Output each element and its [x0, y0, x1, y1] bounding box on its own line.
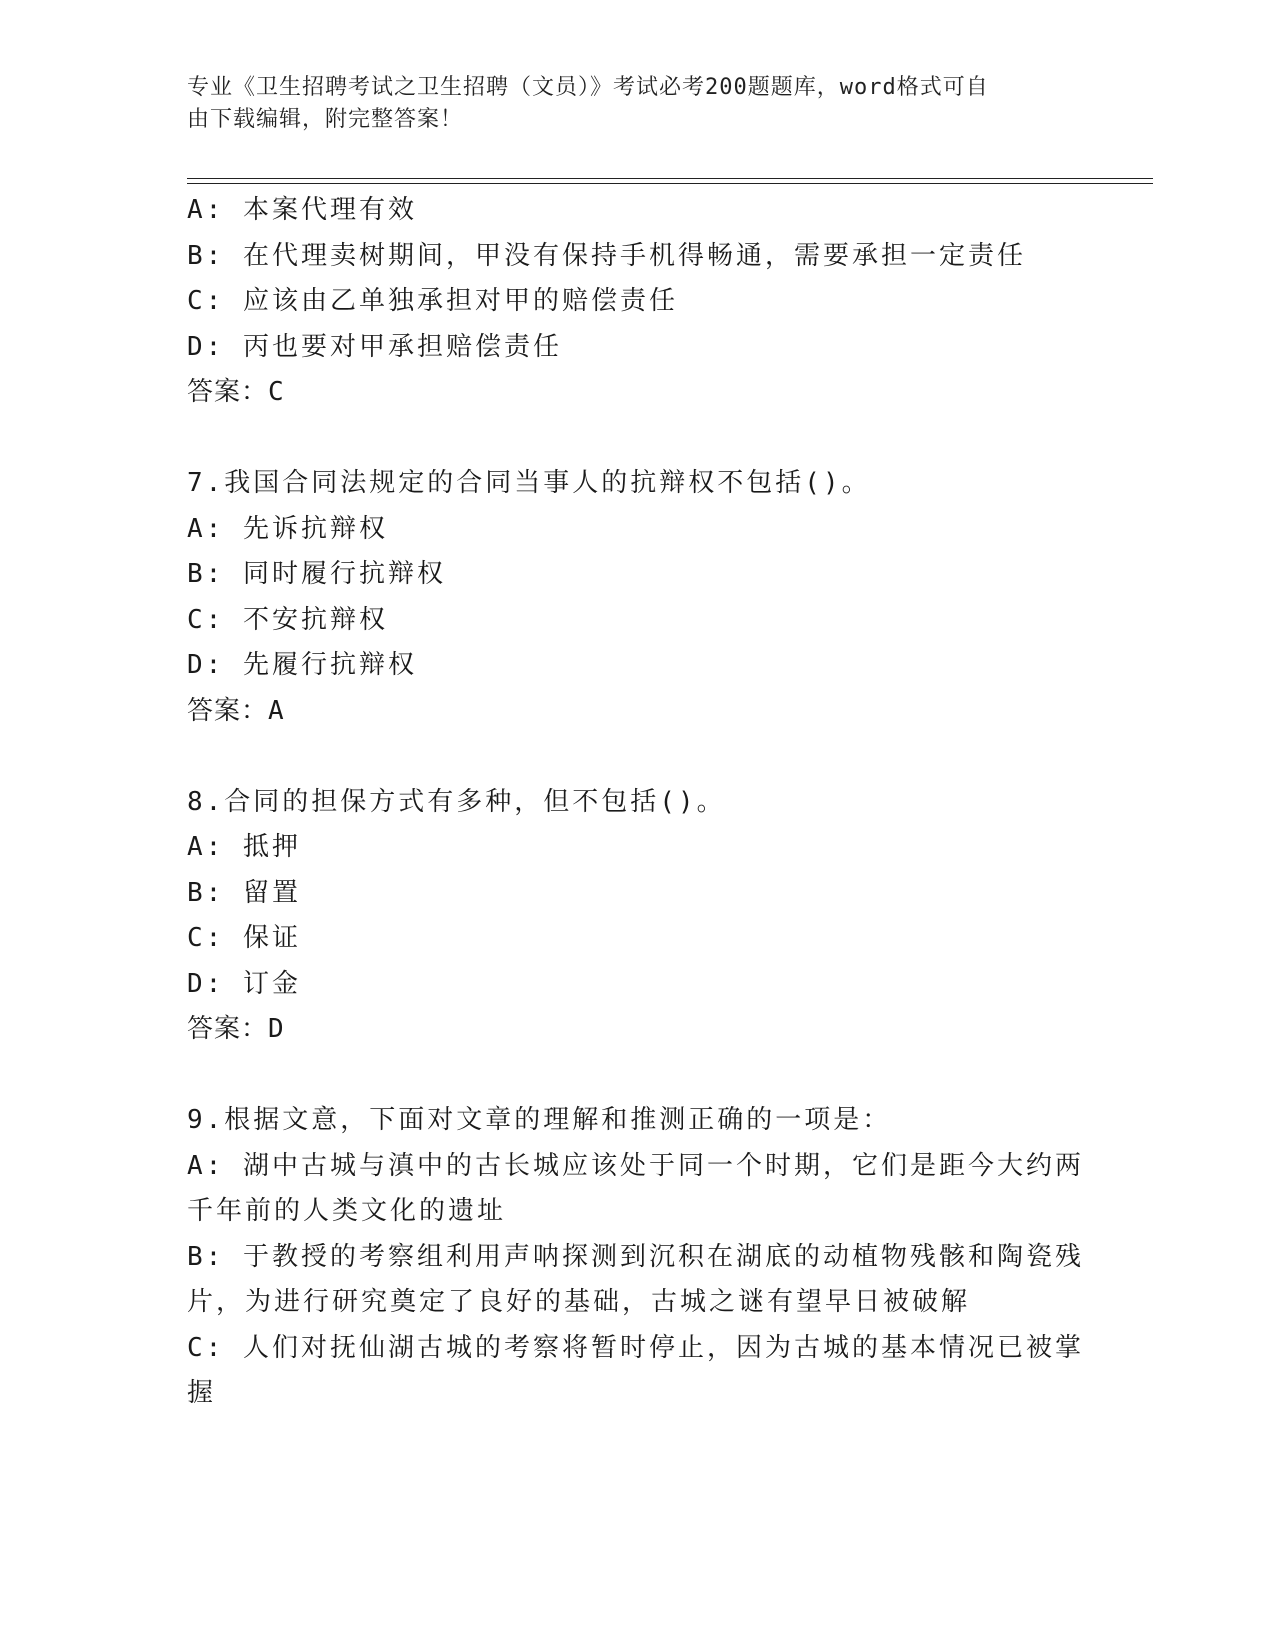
question-stem: 7.我国合同法规定的合同当事人的抗辩权不包括()。 — [187, 468, 871, 498]
question-8 — [187, 780, 1087, 1053]
option-c: C: 保证 — [187, 923, 301, 953]
option-b: B: 在代理卖树期间，甲没有保持手机得畅通，需要承担一定责任 — [187, 240, 1026, 271]
option-b: B: 同时履行抗辩权 — [187, 559, 446, 589]
document-header — [187, 72, 1067, 136]
header-line-1: 专业《卫生招聘考试之卫生招聘（文员）》考试必考200题题库，word格式可自 — [187, 75, 989, 100]
question-9 — [187, 1098, 1087, 1417]
option-b-continued: 片，为进行研究奠定了良好的基础，古城之谜有望早日被破解 — [187, 1287, 971, 1317]
option-b: B: 留置 — [187, 877, 301, 908]
answer: 答案：A — [187, 695, 285, 726]
option-a: A: 湖中古城与滇中的古长城应该处于同一个时期，它们是距今大约两 — [187, 1150, 1084, 1181]
question-6 — [187, 188, 1087, 416]
spacer — [187, 416, 1087, 462]
answer: 答案：C — [187, 377, 285, 407]
option-d: D: 先履行抗辩权 — [187, 650, 417, 680]
spacer — [187, 1053, 1087, 1099]
option-b: B: 于教授的考察组利用声呐探测到沉积在湖底的动植物残骸和陶瓷残 — [187, 1241, 1084, 1272]
question-stem: 8.合同的担保方式有多种，但不包括()。 — [187, 786, 726, 817]
option-a-continued: 千年前的人类文化的遗址 — [187, 1196, 507, 1226]
option-c: C: 人们对抚仙湖古城的考察将暂时停止，因为古城的基本情况已被掌 — [187, 1332, 1084, 1363]
option-a: A: 本案代理有效 — [187, 195, 417, 225]
answer: 答案：D — [187, 1014, 285, 1044]
header-rule-bottom — [187, 183, 1153, 184]
header-line-2: 由下载编辑，附完整答案！ — [187, 107, 464, 132]
option-c: C: 不安抗辩权 — [187, 604, 388, 635]
option-c: C: 应该由乙单独承担对甲的赔偿责任 — [187, 286, 678, 316]
option-d: D: 丙也要对甲承担赔偿责任 — [187, 331, 562, 362]
question-stem: 9.根据文意，下面对文章的理解和推测正确的一项是： — [187, 1105, 892, 1135]
option-a: A: 先诉抗辩权 — [187, 513, 388, 544]
spacer — [187, 734, 1087, 780]
question-7 — [187, 461, 1087, 734]
header-rule-top — [187, 178, 1153, 179]
document-body — [187, 188, 1087, 1417]
option-a: A: 抵押 — [187, 832, 301, 862]
option-d: D: 订金 — [187, 968, 301, 999]
option-c-continued: 握 — [187, 1378, 217, 1408]
